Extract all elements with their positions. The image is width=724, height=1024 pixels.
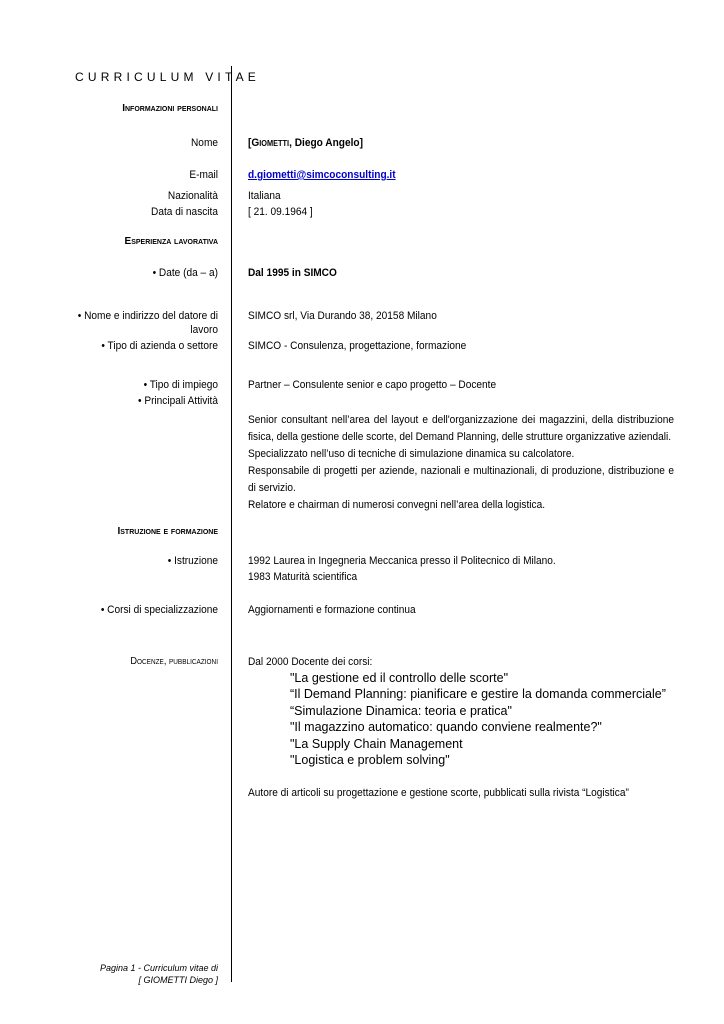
courses-label: • Corsi di specializzazione <box>100 604 218 616</box>
sector-value: SIMCO - Consulenza, progettazione, formazione <box>248 340 467 352</box>
activity-paragraph: Responsabile di progetti per aziende, nazionali e multinazionali, di produzione, distribuzione e di servizio. <box>248 465 674 494</box>
activities-label: • Principali Attività <box>137 395 218 407</box>
course-item: "Logistica e problem solving" <box>290 753 450 767</box>
footer-line: Pagina 1 - Curriculum vitae di <box>99 963 218 973</box>
activity-paragraph: Senior consultant nell’area del layout e dell'organizzazione dei magazzini, della distribuzione fisica, della gestione delle scorte, del Demand Planning, delle strutture organizzative aziendali. <box>248 414 674 443</box>
activity-paragraph: Relatore e chairman di numerosi convegni nell’area della logistica. <box>248 499 546 511</box>
birth-date-label: Data di nascita <box>151 206 218 218</box>
courses-value: Aggiornamenti e formazione continua <box>248 604 416 616</box>
nationality-value: Italiana <box>248 190 281 202</box>
name-value: [Giometti, Diego Angelo] <box>248 137 363 149</box>
teaching-intro: Dal 2000 Docente dei corsi: <box>248 656 373 668</box>
nationality-label: Nazionalità <box>167 190 218 202</box>
dates-label: • Date (da – a) <box>152 267 218 279</box>
section-education: Istruzione e formazione <box>117 526 218 537</box>
name-label: Nome <box>191 137 218 149</box>
email-link[interactable]: d.giometti@simcoconsulting.it <box>248 169 396 181</box>
employer-value: SIMCO srl, Via Durando 38, 20158 Milano <box>248 310 437 322</box>
vertical-divider <box>231 66 232 982</box>
section-teaching: Docenze, pubblicazioni <box>130 656 218 667</box>
sector-label: • Tipo di azienda o settore <box>101 340 218 352</box>
section-work-experience: Esperienza lavorativa <box>124 236 218 247</box>
employer-label: • Nome e indirizzo del datore di <box>77 310 218 322</box>
birth-date-value: [ 21. 09.1964 ] <box>248 206 313 218</box>
articles-value: Autore di articoli su progettazione e gestione scorte, pubblicati sulla rivista “Logistica” <box>248 787 629 799</box>
job-type-label: • Tipo di impiego <box>143 379 218 391</box>
footer-line: [ GIOMETTI Diego ] <box>138 975 218 985</box>
course-item: "La gestione ed il controllo delle scorte" <box>290 671 509 685</box>
activities-text <box>248 412 674 514</box>
employer-label-cont: lavoro <box>190 324 218 336</box>
course-item: "La Supply Chain Management <box>290 737 463 751</box>
job-type-value: Partner – Consulente senior e capo progetto – Docente <box>248 379 497 391</box>
email-label: E-mail <box>189 169 218 181</box>
diploma-value: 1983 Maturità scientifica <box>248 571 358 583</box>
education-label: • Istruzione <box>167 555 218 567</box>
surname: Giometti <box>251 137 290 149</box>
footer-page-info <box>40 962 218 986</box>
course-item: “Simulazione Dinamica: teoria e pratica" <box>290 704 512 718</box>
page-title: CURRICULUM VITAE <box>75 70 260 84</box>
section-personal-info: Informazioni personali <box>122 103 218 114</box>
dates-value: Dal 1995 in SIMCO <box>248 267 337 279</box>
degree-value: 1992 Laurea in Ingegneria Meccanica presso il Politecnico di Milano. <box>248 555 556 567</box>
course-item: "Il magazzino automatico: quando conviene realmente?" <box>290 720 602 734</box>
course-item: “Il Demand Planning: pianificare e gestire la domanda commerciale” <box>290 687 666 701</box>
activity-paragraph: Specializzato nell’uso di tecniche di simulazione dinamica su calcolatore. <box>248 448 575 460</box>
